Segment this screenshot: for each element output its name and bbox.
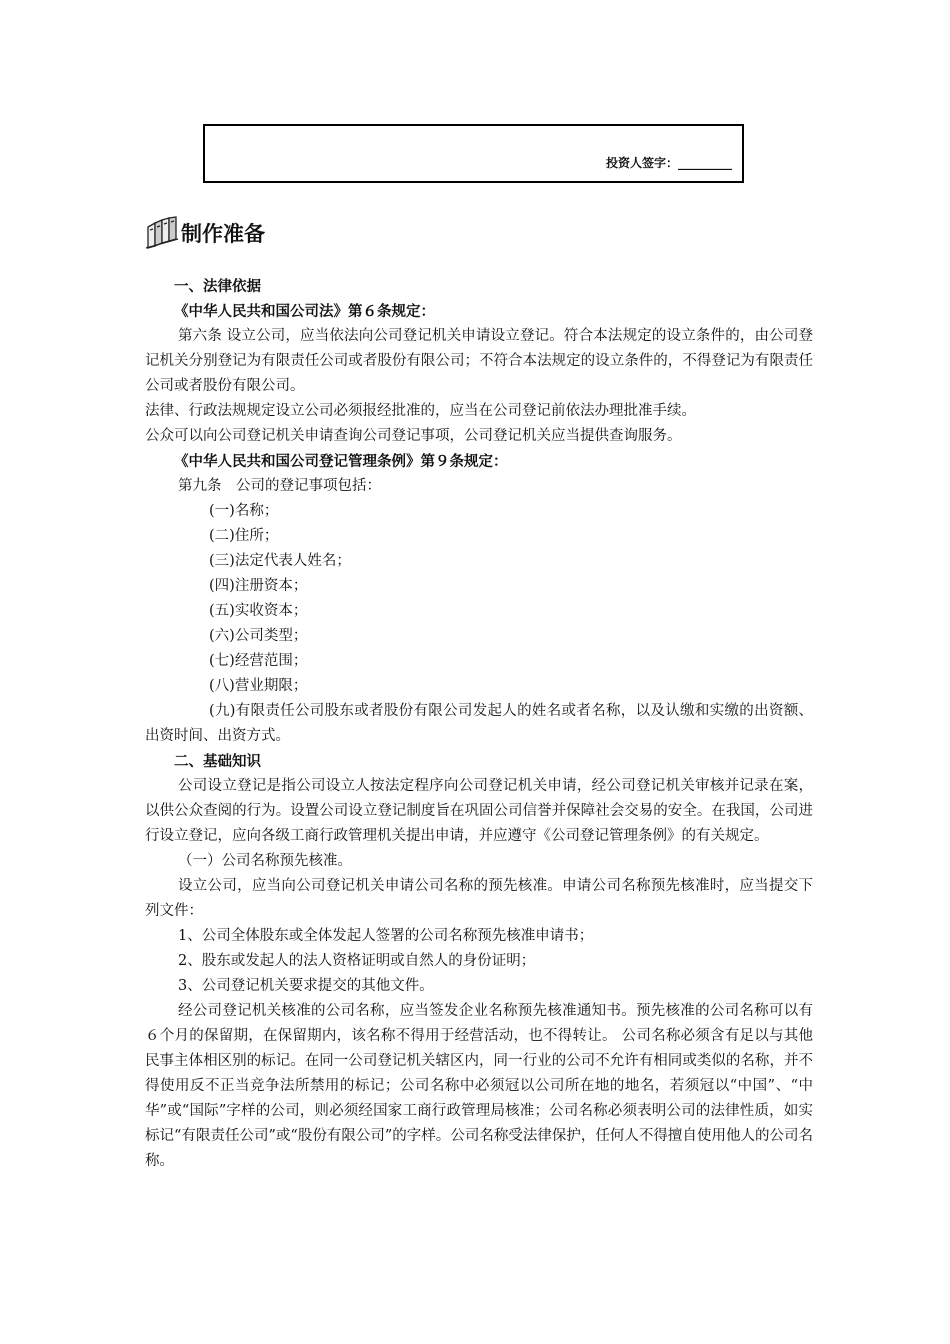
pre-approval-paragraph: 设立公司，应当向公司登记机关申请公司名称的预先核准。申请公司名称预先核准时，应当提交下列文件： (145, 878, 813, 919)
final-paragraph: 经公司登记机关核准的公司名称，应当签发企业名称预先核准通知书。预先核准的公司名称可以有６个月的保留期，在保留期内，该名称不得用于经营活动，也不得转让。 公司名称必须含有足以与其他民事主体相区别的标记。在同一公司登记机关辖区内，同一行业的公司不允许有相同或类似的名称，并不得使用反不正当竞争法所禁用的标记；公司名称中必须冠以公司所在地的地名，若须冠以“中国”、“中华”或“国际”字样的公司，则必须经国家工商行政管理局核准；公司名称必须表明公司的法律性质，如实标记“有限责任公司”或“股份有限公司”的字样。公司名称受法律保护，任何人不得擅自使用他人的公司名称。 (145, 1003, 813, 1169)
law-2-title: 《中华人民共和国公司登记管理条例》第９条规定： (174, 453, 508, 470)
law-1-title: 《中华人民共和国公司法》第６条规定： (174, 303, 435, 320)
list-item: (二)住所； (209, 528, 279, 544)
list-item: (八)营业期限； (209, 678, 308, 694)
list-item: (四)注册资本； (209, 578, 308, 594)
document-item: 2、股东或发起人的法人资格证明或自然人的身份证明； (178, 953, 536, 969)
law-1-line-2: 法律、行政法规规定设立公司必须报经批准的，应当在公司登记前依法办理批准手续。 (145, 403, 696, 419)
document-item: 1、公司全体股东或全体发起人签署的公司名称预先核准申请书； (178, 928, 594, 944)
investor-signature-label: 投资人签字：_________ (605, 156, 732, 170)
section-1-title: 一、法律依据 (174, 278, 261, 295)
list-item: (三)法定代表人姓名； (209, 553, 351, 569)
heading-title: 制作准备 (181, 222, 265, 246)
list-item: (一)名称； (209, 503, 279, 519)
books-icon (145, 215, 179, 249)
law-1-paragraph: 第六条 设立公司，应当依法向公司登记机关申请设立登记。符合本法规定的设立条件的，由公司登记机关分别登记为有限责任公司或者股份有限公司；不符合本法规定的设立条件的，不得登记为有限责任公司或者股份有限公司。 (145, 328, 813, 394)
list-item: (六)公司类型； (209, 628, 308, 644)
document-body (145, 274, 813, 1174)
list-item: (七)经营范围； (209, 653, 308, 669)
basic-knowledge-paragraph: 公司设立登记是指公司设立人按法定程序向公司登记机关申请，经公司登记机关审核并记录在案，以供公众查阅的行为。设置公司设立登记制度旨在巩固公司信誉并保障社会交易的安全。在我国，公司进行设立登记，应向各级工商行政管理机关提出申请，并应遵守《公司登记管理条例》的有关规定。 (145, 778, 813, 844)
section-2-title: 二、基础知识 (174, 753, 261, 770)
section-heading (145, 215, 265, 249)
law-2-intro: 第九条 公司的登记事项包括： (178, 478, 381, 494)
subsection-1-title: （一）公司名称预先核准。 (178, 853, 352, 869)
list-item: (五)实收资本； (209, 603, 308, 619)
list-item-9: (九)有限责任公司股东或者股份有限公司发起人的姓名或者名称，以及认缴和实缴的出资额、出资时间、出资方式。 (145, 703, 813, 744)
signature-box (203, 124, 744, 183)
document-item: 3、公司登记机关要求提交的其他文件。 (178, 978, 434, 994)
law-1-line-3: 公众可以向公司登记机关申请查询公司登记事项，公司登记机关应当提供查询服务。 (145, 428, 682, 444)
